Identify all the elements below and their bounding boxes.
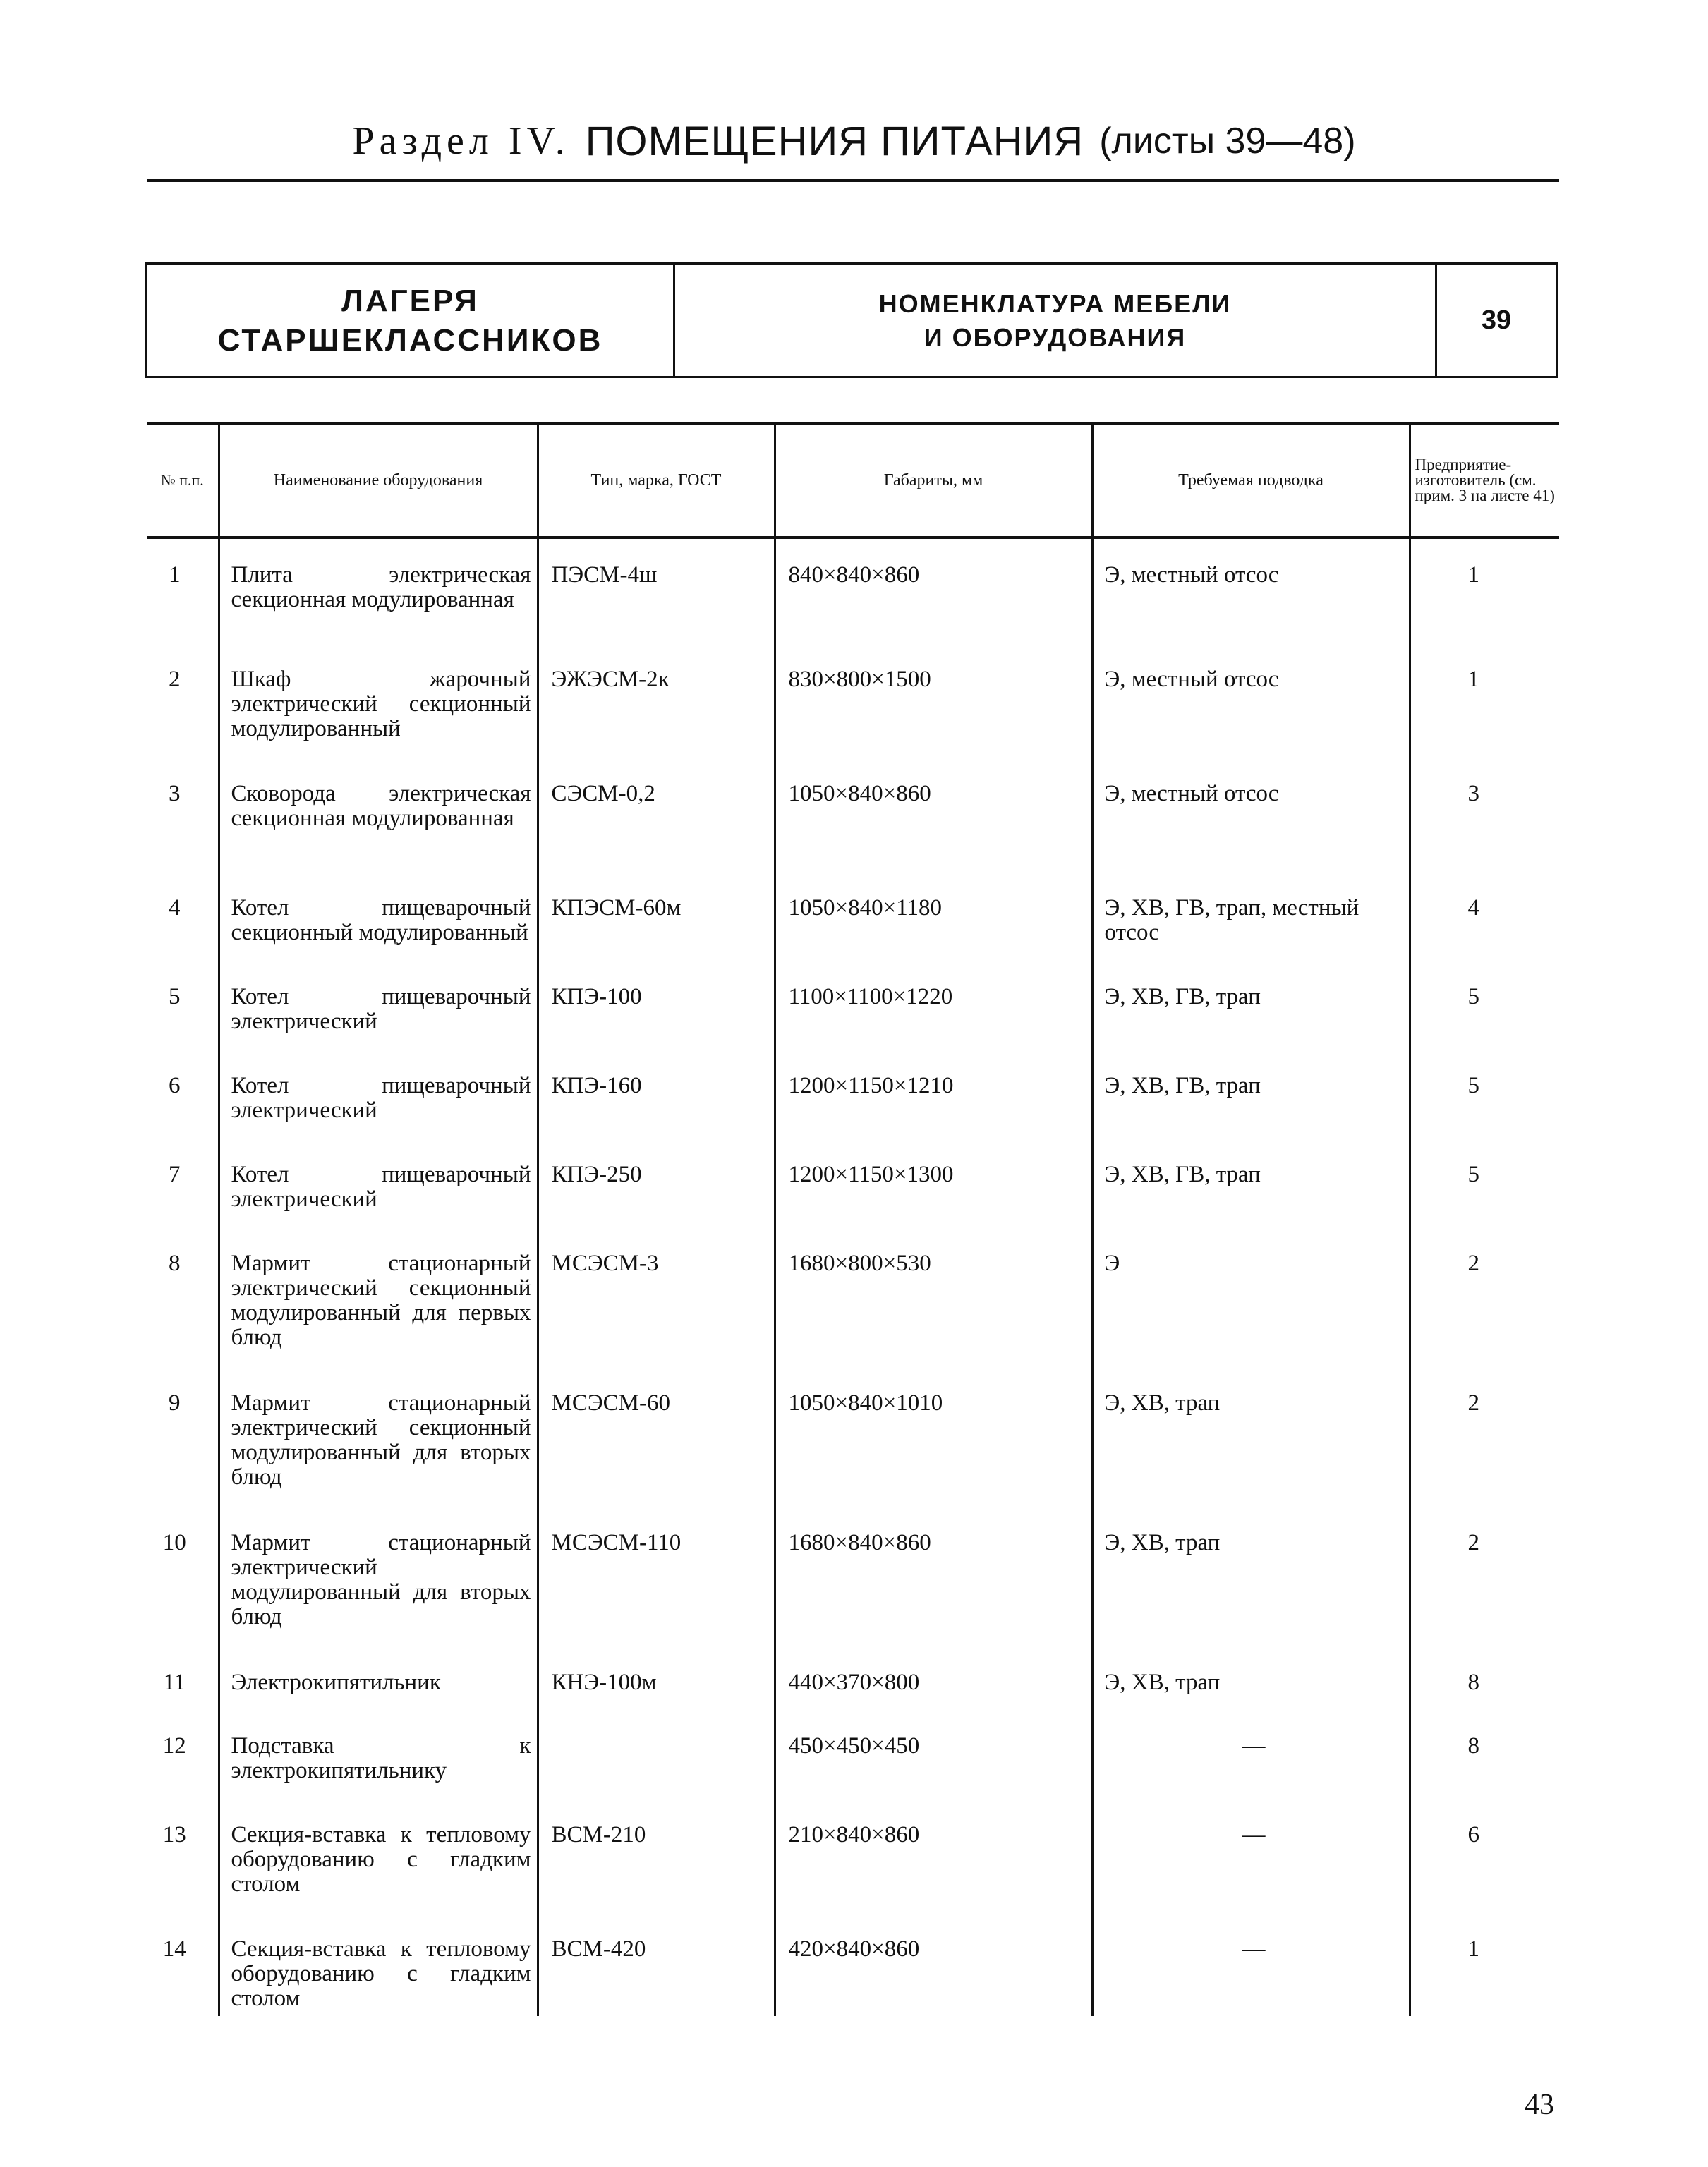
equipment-type: КПЭСМ-60м <box>538 880 775 969</box>
required-supply: — <box>1092 1807 1410 1922</box>
manufacturer-ref: 8 <box>1410 1655 1559 1718</box>
required-supply: Э, ХВ, трап <box>1092 1376 1410 1515</box>
required-supply: Э, ХВ, ГВ, трап <box>1092 1147 1410 1236</box>
equipment-dimensions: 450×450×450 <box>775 1718 1092 1807</box>
row-number: 14 <box>162 1936 186 1962</box>
manufacturer-ref: 1 <box>1410 1922 1559 2016</box>
col-header-supply: Требуемая подводка <box>1092 423 1410 538</box>
table-row <box>147 1922 1559 2016</box>
equipment-name: Мармит стационарный электрический секционный модулированный для первых блюд <box>219 1236 538 1376</box>
equipment-name: Электрокипятильник <box>219 1655 538 1718</box>
table-body <box>147 538 1559 2016</box>
required-supply: Э, ХВ, ГВ, трап <box>1092 1058 1410 1147</box>
row-number: 2 <box>169 667 181 692</box>
equipment-dimensions: 440×370×800 <box>775 1655 1092 1718</box>
col-header-type: Тип, марка, ГОСТ <box>538 423 775 538</box>
equipment-type: КПЭ-100 <box>538 969 775 1058</box>
equipment-type: КНЭ-100м <box>538 1655 775 1718</box>
row-number: 11 <box>163 1670 186 1695</box>
header-middle-line2: И ОБОРУДОВАНИЯ <box>923 322 1187 352</box>
equipment-table <box>147 422 1559 2016</box>
equipment-name: Котел пищеварочный секционный модулированный <box>219 880 538 969</box>
table-row <box>147 1515 1559 1655</box>
equipment-dimensions: 1680×840×860 <box>775 1515 1092 1655</box>
table-row <box>147 1058 1559 1147</box>
required-supply: Э, местный отсос <box>1092 538 1410 652</box>
manufacturer-ref: 3 <box>1410 766 1559 880</box>
equipment-type: ВСМ-420 <box>538 1922 775 2016</box>
equipment-dimensions: 1680×800×530 <box>775 1236 1092 1376</box>
equipment-name: Мармит стационарный электрический секционный модулированный для вторых блюд <box>219 1376 538 1515</box>
equipment-dimensions: 1100×1100×1220 <box>775 969 1092 1058</box>
table-row <box>147 1147 1559 1236</box>
row-number: 3 <box>169 781 181 806</box>
equipment-type: МСЭСМ-3 <box>538 1236 775 1376</box>
equipment-dimensions: 210×840×860 <box>775 1807 1092 1922</box>
manufacturer-ref: 2 <box>1410 1236 1559 1376</box>
table-row <box>147 969 1559 1058</box>
manufacturer-ref: 4 <box>1410 880 1559 969</box>
required-supply: — <box>1092 1922 1410 2016</box>
table-row <box>147 766 1559 880</box>
manufacturer-ref: 6 <box>1410 1807 1559 1922</box>
sheet-header <box>145 262 1558 378</box>
equipment-name: Секция-вставка к тепловому оборудованию с гладким столом <box>219 1807 538 1922</box>
row-number: 13 <box>162 1822 186 1847</box>
manufacturer-ref: 1 <box>1410 538 1559 652</box>
equipment-dimensions: 1050×840×1180 <box>775 880 1092 969</box>
title-rule <box>147 179 1559 182</box>
section-prefix: Раздел IV. <box>352 119 570 163</box>
equipment-type: СЭСМ-0,2 <box>538 766 775 880</box>
equipment-name: Подставка к электрокипятильнику <box>219 1718 538 1807</box>
equipment-type: МСЭСМ-60 <box>538 1376 775 1515</box>
row-number: 12 <box>162 1733 186 1759</box>
equipment-name: Секция-вставка к тепловому оборудованию с гладким столом <box>219 1922 538 2016</box>
header-document-title <box>675 265 1437 376</box>
table-row <box>147 1376 1559 1515</box>
manufacturer-ref: 5 <box>1410 1058 1559 1147</box>
equipment-type: ВСМ-210 <box>538 1807 775 1922</box>
equipment-name: Котел пищеварочный электрический <box>219 1147 538 1236</box>
table-row <box>147 538 1559 652</box>
equipment-type <box>538 1718 775 1807</box>
required-supply: Э, ХВ, ГВ, трап <box>1092 969 1410 1058</box>
equipment-name: Сковорода электрическая секционная модулированная <box>219 766 538 880</box>
row-number: 1 <box>169 562 181 588</box>
required-supply: Э, ХВ, трап <box>1092 1515 1410 1655</box>
required-supply: — <box>1092 1718 1410 1807</box>
table-row <box>147 1807 1559 1922</box>
equipment-name: Котел пищеварочный электрический <box>219 1058 538 1147</box>
manufacturer-ref: 5 <box>1410 1147 1559 1236</box>
manufacturer-ref: 2 <box>1410 1515 1559 1655</box>
table-row <box>147 1718 1559 1807</box>
equipment-dimensions: 420×840×860 <box>775 1922 1092 2016</box>
equipment-type: КПЭ-250 <box>538 1147 775 1236</box>
row-number: 7 <box>169 1162 181 1187</box>
equipment-name: Котел пищеварочный электрический <box>219 969 538 1058</box>
equipment-name: Шкаф жарочный электрический секционный модулированный <box>219 652 538 766</box>
equipment-dimensions: 840×840×860 <box>775 538 1092 652</box>
equipment-dimensions: 1050×840×1010 <box>775 1376 1092 1515</box>
table-header-row <box>147 423 1559 538</box>
required-supply: Э, ХВ, ГВ, трап, местный отсос <box>1092 880 1410 969</box>
row-number: 5 <box>169 984 181 1009</box>
required-supply: Э, ХВ, трап <box>1092 1655 1410 1718</box>
equipment-dimensions: 1200×1150×1210 <box>775 1058 1092 1147</box>
header-middle-line1: НОМЕНКЛАТУРА МЕБЕЛИ <box>878 289 1232 318</box>
section-sheets: (листы 39—48) <box>1099 121 1356 162</box>
equipment-type: МСЭСМ-110 <box>538 1515 775 1655</box>
col-header-maker: Предприятие-изготовитель (см. прим. 3 на листе 41) <box>1410 423 1559 538</box>
equipment-type: КПЭ-160 <box>538 1058 775 1147</box>
table-row <box>147 1655 1559 1718</box>
table-row <box>147 880 1559 969</box>
manufacturer-ref: 1 <box>1410 652 1559 766</box>
equipment-type: ПЭСМ-4ш <box>538 538 775 652</box>
required-supply: Э <box>1092 1236 1410 1376</box>
manufacturer-ref: 5 <box>1410 969 1559 1058</box>
table-row <box>147 652 1559 766</box>
row-number: 6 <box>169 1073 181 1098</box>
required-supply: Э, местный отсос <box>1092 652 1410 766</box>
equipment-name: Мармит стационарный электрический модулированный для вторых блюд <box>219 1515 538 1655</box>
row-number: 4 <box>169 895 181 921</box>
required-supply: Э, местный отсос <box>1092 766 1410 880</box>
section-title <box>147 106 1561 176</box>
col-header-name: Наименование оборудования <box>219 423 538 538</box>
page-number: 43 <box>1525 2089 1554 2121</box>
header-camp-type <box>147 265 675 376</box>
equipment-type: ЭЖЭСМ-2к <box>538 652 775 766</box>
row-number: 9 <box>169 1390 181 1416</box>
header-left-line1: ЛАГЕРЯ <box>341 283 479 318</box>
manufacturer-ref: 2 <box>1410 1376 1559 1515</box>
header-left-line2: СТАРШЕКЛАССНИКОВ <box>217 322 603 358</box>
equipment-table-wrap <box>147 422 1559 2016</box>
equipment-name: Плита электрическая секционная модулированная <box>219 538 538 652</box>
row-number: 8 <box>169 1251 181 1276</box>
equipment-dimensions: 1050×840×860 <box>775 766 1092 880</box>
col-header-num: № п.п. <box>147 423 219 538</box>
equipment-dimensions: 1200×1150×1300 <box>775 1147 1092 1236</box>
header-sheet-number: 39 <box>1481 305 1512 335</box>
section-name: ПОМЕЩЕНИЯ ПИТАНИЯ <box>585 118 1084 164</box>
col-header-dims: Габариты, мм <box>775 423 1092 538</box>
equipment-dimensions: 830×800×1500 <box>775 652 1092 766</box>
manufacturer-ref: 8 <box>1410 1718 1559 1807</box>
table-row <box>147 1236 1559 1376</box>
row-number: 10 <box>162 1530 186 1555</box>
